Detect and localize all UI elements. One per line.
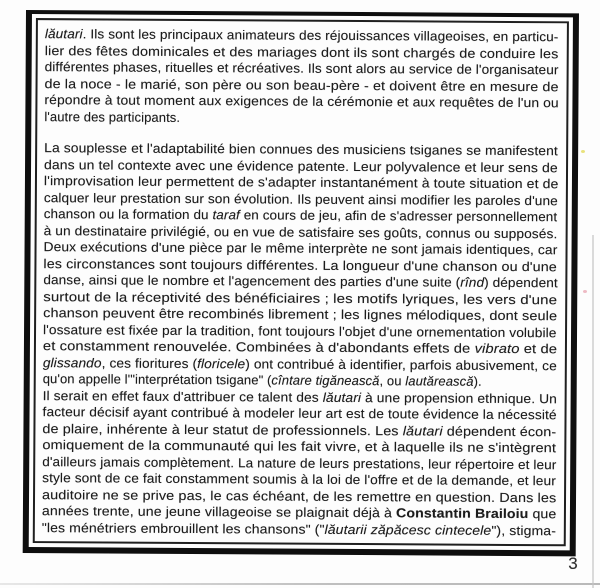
text-run: surtout de la réceptivité des bénéficiaires ; les motifs lyriques, les vers d'une bbox=[43, 288, 558, 307]
text-run: . Ils sont les principaux animateurs des réjouissances villageoises, en particu- bbox=[82, 26, 559, 45]
paragraph bbox=[44, 26, 559, 128]
text-line bbox=[44, 92, 558, 112]
text-run: à un destinataire privilégié, ou en vue de satisfaire ses goûts, connus ou supposés. bbox=[43, 222, 558, 241]
italic-term: rînd bbox=[460, 274, 485, 290]
page-number: 3 bbox=[568, 554, 578, 573]
text-run: omiquement de la communauté qui les fait vivre, et à laquelle ils ne s'intègrent bbox=[42, 437, 557, 456]
italic-term: vibrato bbox=[474, 340, 520, 357]
text-run: différentes phases, rituelles et récréatives. Ils sont alors au service de l'organisateur bbox=[44, 59, 559, 78]
text-run: qu'on appelle l'"interprétation tsigane" ( bbox=[42, 371, 272, 388]
scan-edge-right-line bbox=[592, 235, 594, 588]
text-run: calquer leur prestation sur son évolution. Ils peuvent ainsi modifier les paroles d'une bbox=[43, 189, 558, 208]
italic-term: lautărească bbox=[405, 373, 474, 389]
text-run: chanson ou la formation du bbox=[43, 206, 213, 223]
text-frame-outer-border bbox=[23, 10, 579, 556]
scan-edge-bottom-line bbox=[0, 583, 600, 585]
italic-term: lăutari bbox=[44, 26, 83, 42]
text-run: dépendent écon- bbox=[442, 423, 557, 439]
text-run: l'autre des participants. bbox=[44, 108, 181, 125]
text-run: Il serait en effet faux d'attribuer ce talent des bbox=[42, 387, 323, 405]
text-run: lier des fêtes dominicales et des mariages dont ils sont chargés de conduire les bbox=[44, 42, 559, 61]
text-run: Deux exécutions d'une pièce par le même interprète ne sont jamais identiques, car bbox=[43, 239, 558, 258]
text-run: La souplesse et l'adaptabilité bien connues des musiciens tsiganes se manifestent bbox=[44, 140, 558, 159]
text-line bbox=[44, 109, 558, 129]
text-run: que bbox=[528, 506, 557, 522]
text-run: dans un tel contexte avec une évidence patente. Leur polyvalence et leur sens de bbox=[44, 156, 558, 175]
text-run: danse, ainsi que le nombre et l'agencement des parties d'une suite ( bbox=[43, 272, 461, 290]
text-run: et constamment renouvelée. Combinées à d'abondants effets de bbox=[42, 338, 475, 356]
scan-speck-pink bbox=[583, 290, 587, 293]
text-line bbox=[42, 520, 556, 540]
text-run: d'ailleurs jamais complètement. La nature de leurs prestations, leur répertoire et leur bbox=[42, 453, 557, 472]
text-run: ) ont contribué à identifier, parfois abusivement, ce bbox=[245, 355, 557, 373]
text-run: en cours de jeu, afin de s'adresser personnellement bbox=[239, 207, 558, 225]
italic-term: lăutari bbox=[402, 422, 443, 439]
text-run: à une propension ethnique. Un bbox=[361, 389, 558, 406]
scan-speck-yellow bbox=[581, 150, 585, 153]
italic-term: glissando bbox=[42, 354, 102, 370]
text-run: chanson peuvent être recombinés librement ; les lignes mélodiques, dont seule bbox=[43, 305, 558, 324]
text-run: , ou bbox=[379, 373, 406, 389]
text-run: "les ménétriers embrouillent les chansons" (" bbox=[41, 519, 325, 537]
text-run: et de bbox=[519, 341, 558, 357]
text-line bbox=[43, 355, 557, 375]
bold-name: Constantin Brailoiu bbox=[396, 505, 529, 522]
text-run: , ces fioritures ( bbox=[101, 354, 198, 371]
text-run: l'ossature est fixée par la tradition, font toujours l'objet d'une ornementation volubile bbox=[43, 321, 557, 340]
text-run: années trente, une jeune villageoise se plaignait déjà à bbox=[41, 503, 397, 521]
text-run: l'improvisation leur permettent de s'adapter instantanément à toute situation et de bbox=[43, 173, 559, 192]
text-run: répondre à tout moment aux exigences de la cérémonie et aux requêtes de l'un ou bbox=[44, 92, 559, 111]
paragraph bbox=[42, 388, 557, 540]
text-frame-inner-border bbox=[33, 18, 569, 546]
text-run: les circonstances sont toujours différentes. La longueur d'une chanson ou d'une bbox=[43, 255, 557, 274]
paragraph bbox=[43, 140, 559, 391]
page-text bbox=[42, 26, 559, 539]
italic-term: cîntare tigănească bbox=[271, 372, 380, 389]
text-run: ). bbox=[473, 373, 482, 389]
text-run: style sont de ce fait constamment soumis à la loi de l'offre et de la demande, et leur bbox=[42, 470, 556, 489]
text-run: facteur décisif ayant contribué à modeler leur art est de toute évidence la nécessité bbox=[42, 404, 557, 423]
text-run: "), stigma- bbox=[491, 522, 557, 538]
text-run: de la noce - le marié, son père ou son beau-père - et doivent être en mesure de bbox=[44, 75, 559, 94]
text-run: ) dépendent bbox=[484, 274, 558, 291]
text-run: de plaire, inhérente à leur statut de professionnels. Les bbox=[42, 420, 403, 438]
text-run: auditoire ne se prive pas, le cas échéant, de les remettre en question. Dans les bbox=[41, 486, 557, 505]
italic-term: taraf bbox=[212, 207, 240, 223]
italic-term: floricele bbox=[197, 355, 246, 371]
italic-term: lăutari bbox=[322, 389, 362, 405]
italic-term: lăutarii zăpăcesc cintecele bbox=[324, 521, 492, 538]
